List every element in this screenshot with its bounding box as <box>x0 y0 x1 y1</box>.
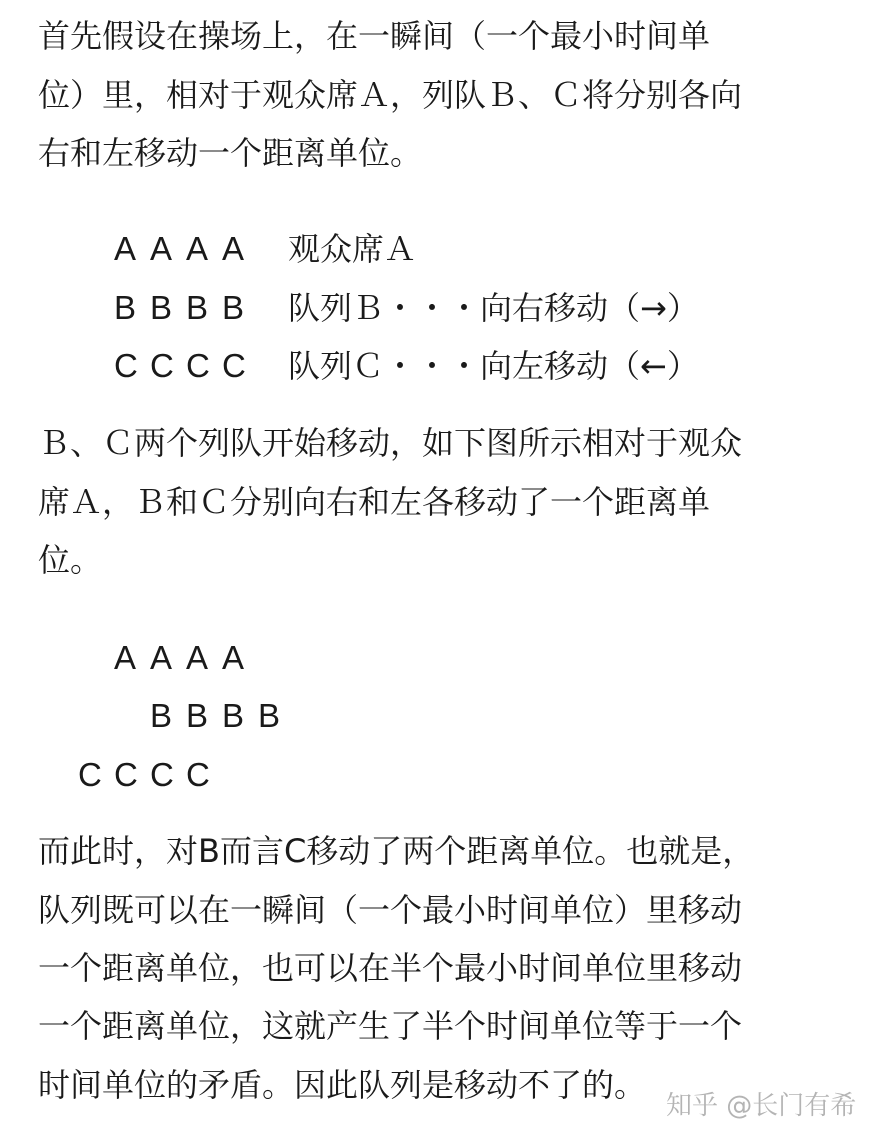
paragraph-line: 一个距离单位，这就产生了半个时间单位等于一个 <box>38 1007 743 1045</box>
paragraph-line: 时间单位的矛盾。因此队列是移动不了的。 <box>38 1066 647 1104</box>
letter-c: C <box>150 347 174 384</box>
letter-b: B <box>150 697 173 734</box>
letter-a: A <box>222 230 245 267</box>
row-a-letters <box>114 229 258 269</box>
letter-a: A <box>114 230 137 267</box>
letter-a: A <box>222 639 245 676</box>
paragraph-line: Ｂ、Ｃ两个列队开始移动，如下图所示相对于观众 <box>38 424 743 462</box>
row-a-letters <box>114 638 258 678</box>
letter-b: B <box>258 697 281 734</box>
row-b-letters <box>114 288 258 328</box>
row-a-label: 观众席Ａ <box>288 230 417 268</box>
paragraph-line: 右和左移动一个距离单位。 <box>38 134 423 172</box>
letter-b: B <box>186 697 209 734</box>
letter-a: A <box>150 639 173 676</box>
row-b-label: 队列Ｂ・・・向右移动（→） <box>288 289 699 327</box>
letter-b: B <box>222 289 245 326</box>
row-c-label: 队列Ｃ・・・向左移动（←） <box>288 347 699 385</box>
letter-a: A <box>150 230 173 267</box>
letter-b: B <box>150 289 173 326</box>
letter-c: C <box>78 756 102 793</box>
paragraph-line: 而此时，对B而言C移动了两个距离单位。也就是， <box>38 832 755 870</box>
letter-c: C <box>150 756 174 793</box>
letter-b: B <box>114 289 137 326</box>
letter-c: C <box>222 347 246 384</box>
row-b-letters <box>150 696 294 736</box>
row-c-letters <box>78 755 222 795</box>
letter-b: B <box>186 289 209 326</box>
letter-c: C <box>186 756 210 793</box>
paragraph-line: 一个距离单位，也可以在半个最小时间单位里移动 <box>38 949 743 987</box>
letter-a: A <box>114 639 137 676</box>
paragraph-line: 位）里，相对于观众席Ａ，列队Ｂ、Ｃ将分别各向 <box>38 76 743 114</box>
paragraph-line: 位。 <box>38 541 103 579</box>
letter-c: C <box>186 347 210 384</box>
letter-b: B <box>222 697 245 734</box>
letter-c: C <box>114 347 138 384</box>
watermark: 知乎 @长门有希 <box>666 1091 857 1121</box>
paragraph-line: 首先假设在操场上，在一瞬间（一个最小时间单 <box>38 17 711 55</box>
letter-a: A <box>186 230 209 267</box>
row-c-letters <box>114 346 258 386</box>
paragraph-line: 席Ａ，Ｂ和Ｃ分别向右和左各移动了一个距离单 <box>38 483 711 521</box>
letter-a: A <box>186 639 209 676</box>
paragraph-line: 队列既可以在一瞬间（一个最小时间单位）里移动 <box>38 891 743 929</box>
letter-c: C <box>114 756 138 793</box>
